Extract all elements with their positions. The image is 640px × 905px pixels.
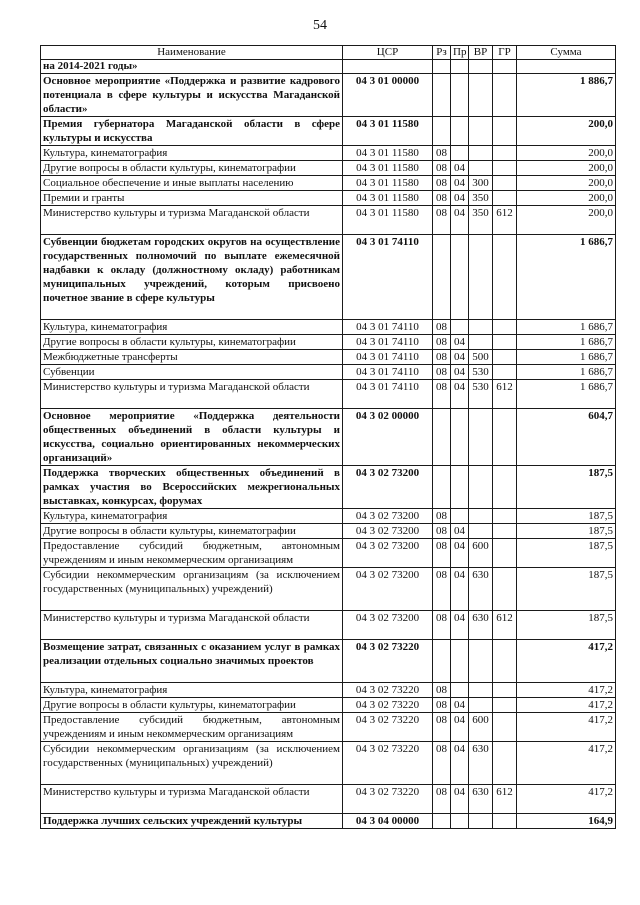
cell-sum: 1 686,7 <box>517 365 616 380</box>
cell-csr: 04 3 01 11580 <box>343 117 433 146</box>
column-header-name: Наименование <box>41 46 343 60</box>
table-row <box>41 640 616 683</box>
cell-csr: 04 3 01 74110 <box>343 350 433 365</box>
cell-csr: 04 3 01 74110 <box>343 365 433 380</box>
cell-gr: 612 <box>493 206 517 235</box>
cell-sum: 604,7 <box>517 409 616 466</box>
cell-vr: 300 <box>469 176 493 191</box>
cell-rz: 08 <box>433 539 451 568</box>
cell-csr: 04 3 02 73200 <box>343 466 433 509</box>
cell-gr <box>493 409 517 466</box>
cell-pr: 04 <box>451 568 469 611</box>
cell-csr: 04 3 02 73220 <box>343 683 433 698</box>
cell-sum: 187,5 <box>517 568 616 611</box>
cell-sum: 200,0 <box>517 117 616 146</box>
cell-sum: 200,0 <box>517 161 616 176</box>
cell-csr: 04 3 01 11580 <box>343 176 433 191</box>
table-row <box>41 683 616 698</box>
cell-name: Культура, кинематография <box>41 509 343 524</box>
cell-rz: 08 <box>433 335 451 350</box>
cell-vr <box>469 683 493 698</box>
cell-csr: 04 3 01 00000 <box>343 74 433 117</box>
cell-vr <box>469 524 493 539</box>
cell-rz <box>433 640 451 683</box>
cell-csr: 04 3 02 73220 <box>343 742 433 785</box>
cell-vr <box>469 335 493 350</box>
cell-pr <box>451 814 469 829</box>
cell-gr <box>493 235 517 320</box>
column-header-gr: ГР <box>493 46 517 60</box>
cell-pr: 04 <box>451 350 469 365</box>
cell-gr <box>493 320 517 335</box>
table-row <box>41 74 616 117</box>
table-row <box>41 235 616 320</box>
cell-vr: 600 <box>469 539 493 568</box>
cell-sum: 417,2 <box>517 713 616 742</box>
cell-name: Культура, кинематография <box>41 146 343 161</box>
cell-pr <box>451 683 469 698</box>
cell-rz <box>433 466 451 509</box>
cell-gr <box>493 365 517 380</box>
cell-pr: 04 <box>451 698 469 713</box>
cell-gr <box>493 698 517 713</box>
cell-csr: 04 3 02 73200 <box>343 611 433 640</box>
table-row <box>41 611 616 640</box>
cell-pr: 04 <box>451 206 469 235</box>
table-row <box>41 380 616 409</box>
cell-gr <box>493 713 517 742</box>
cell-rz: 08 <box>433 176 451 191</box>
cell-name: Межбюджетные трансферты <box>41 350 343 365</box>
cell-sum: 187,5 <box>517 539 616 568</box>
cell-rz <box>433 74 451 117</box>
cell-name: Министерство культуры и туризма Магаданской области <box>41 206 343 235</box>
cell-vr <box>469 117 493 146</box>
cell-rz: 08 <box>433 206 451 235</box>
page-number: 54 <box>313 18 327 33</box>
table-header <box>41 46 616 60</box>
table-row <box>41 409 616 466</box>
cell-name: Социальное обеспечение и иные выплаты населению <box>41 176 343 191</box>
cell-pr: 04 <box>451 785 469 814</box>
cell-csr: 04 3 04 00000 <box>343 814 433 829</box>
cell-rz: 08 <box>433 611 451 640</box>
cell-rz: 08 <box>433 713 451 742</box>
cell-vr: 600 <box>469 713 493 742</box>
cell-pr <box>451 409 469 466</box>
cell-name: Премии и гранты <box>41 191 343 206</box>
cell-name: Поддержка лучших сельских учреждений культуры <box>41 814 343 829</box>
table-row <box>41 206 616 235</box>
table-row <box>41 176 616 191</box>
cell-rz: 08 <box>433 350 451 365</box>
table-row <box>41 509 616 524</box>
cell-pr <box>451 117 469 146</box>
cell-sum: 200,0 <box>517 206 616 235</box>
cell-csr: 04 3 02 00000 <box>343 409 433 466</box>
cell-gr <box>493 191 517 206</box>
cell-sum: 1 886,7 <box>517 74 616 117</box>
table-row <box>41 742 616 785</box>
budget-table <box>40 45 616 829</box>
cell-rz <box>433 235 451 320</box>
cell-csr: 04 3 02 73200 <box>343 568 433 611</box>
cell-vr <box>469 235 493 320</box>
cell-pr: 04 <box>451 161 469 176</box>
cell-vr <box>469 640 493 683</box>
cell-csr: 04 3 01 11580 <box>343 206 433 235</box>
cell-rz: 08 <box>433 509 451 524</box>
cell-name: Основное мероприятие «Поддержка деятельности общественных объединений в области культуры и искусства, социально ориентированных некоммерческих организаций» <box>41 409 343 466</box>
cell-csr: 04 3 01 74110 <box>343 320 433 335</box>
cell-pr: 04 <box>451 365 469 380</box>
cell-sum: 187,5 <box>517 466 616 509</box>
cell-pr: 04 <box>451 191 469 206</box>
table-row <box>41 698 616 713</box>
cell-sum: 417,2 <box>517 640 616 683</box>
table-row <box>41 524 616 539</box>
cell-vr: 350 <box>469 191 493 206</box>
cell-rz: 08 <box>433 524 451 539</box>
cell-gr <box>493 335 517 350</box>
cell-pr <box>451 466 469 509</box>
cell-name: Другие вопросы в области культуры, кинематографии <box>41 524 343 539</box>
table-row <box>41 320 616 335</box>
cell-name: Премия губернатора Магаданской области в сфере культуры и искусства <box>41 117 343 146</box>
cell-vr <box>469 698 493 713</box>
cell-rz: 08 <box>433 683 451 698</box>
cell-vr: 500 <box>469 350 493 365</box>
cell-rz: 08 <box>433 742 451 785</box>
cell-csr: 04 3 02 73220 <box>343 713 433 742</box>
cell-vr <box>469 466 493 509</box>
cell-name: Министерство культуры и туризма Магаданской области <box>41 380 343 409</box>
cell-name: Субвенции бюджетам городских округов на осуществление государственных полномочий по выплате ежемесячной надбавки к окладу (должностному окладу) работникам муниципальных учреждений, которым присвоено почетное звание в сфере культуры <box>41 235 343 320</box>
cell-sum: 187,5 <box>517 611 616 640</box>
cell-rz <box>433 409 451 466</box>
table-row <box>41 350 616 365</box>
cell-gr <box>493 161 517 176</box>
table-row <box>41 191 616 206</box>
table-row <box>41 161 616 176</box>
cell-sum: 187,5 <box>517 524 616 539</box>
cell-gr <box>493 742 517 785</box>
cell-name: Основное мероприятие «Поддержка и развитие кадрового потенциала в сфере культуры и искусства Магаданской области» <box>41 74 343 117</box>
cell-csr: 04 3 01 74110 <box>343 235 433 320</box>
cell-sum: 1 686,7 <box>517 350 616 365</box>
cell-vr <box>469 409 493 466</box>
cell-name: Другие вопросы в области культуры, кинематографии <box>41 335 343 350</box>
cell-name: Субсидии некоммерческим организациям (за исключением государственных (муниципальных) учреждений) <box>41 568 343 611</box>
cell-csr: 04 3 01 11580 <box>343 191 433 206</box>
cell-name: Культура, кинематография <box>41 320 343 335</box>
cell-vr: 630 <box>469 611 493 640</box>
table-row <box>41 539 616 568</box>
cell-pr <box>451 640 469 683</box>
cell-csr: 04 3 02 73200 <box>343 509 433 524</box>
cell-pr: 04 <box>451 524 469 539</box>
continuation-row <box>41 60 616 74</box>
cell-csr: 04 3 02 73220 <box>343 698 433 713</box>
cell-sum: 200,0 <box>517 191 616 206</box>
cell-sum: 417,2 <box>517 785 616 814</box>
cell-vr <box>469 161 493 176</box>
cell-gr <box>493 509 517 524</box>
cell-rz: 08 <box>433 568 451 611</box>
cell-rz: 08 <box>433 698 451 713</box>
cell-rz: 08 <box>433 785 451 814</box>
cell-name: Поддержка творческих общественных объединений в рамках участия во Всероссийских межрегиональных выставках, конкурсах, форумах <box>41 466 343 509</box>
table-row <box>41 335 616 350</box>
continuation-title: на 2014-2021 годы» <box>41 60 343 74</box>
cell-gr: 612 <box>493 785 517 814</box>
cell-gr <box>493 176 517 191</box>
cell-gr <box>493 683 517 698</box>
table-row <box>41 713 616 742</box>
column-header-sum: Сумма <box>517 46 616 60</box>
cell-csr: 04 3 02 73220 <box>343 640 433 683</box>
cell-pr <box>451 74 469 117</box>
cell-rz: 08 <box>433 161 451 176</box>
cell-vr <box>469 320 493 335</box>
cell-gr <box>493 146 517 161</box>
table-row <box>41 568 616 611</box>
cell-vr: 630 <box>469 785 493 814</box>
cell-pr <box>451 146 469 161</box>
cell-sum: 164,9 <box>517 814 616 829</box>
cell-rz <box>433 814 451 829</box>
cell-gr <box>493 74 517 117</box>
cell-rz: 08 <box>433 320 451 335</box>
cell-name: Культура, кинематография <box>41 683 343 698</box>
table-row <box>41 785 616 814</box>
cell-csr: 04 3 02 73200 <box>343 539 433 568</box>
table-row <box>41 814 616 829</box>
cell-gr: 612 <box>493 380 517 409</box>
cell-pr: 04 <box>451 611 469 640</box>
cell-csr: 04 3 01 74110 <box>343 380 433 409</box>
cell-gr <box>493 640 517 683</box>
cell-gr <box>493 117 517 146</box>
cell-pr: 04 <box>451 713 469 742</box>
cell-sum: 1 686,7 <box>517 320 616 335</box>
cell-rz: 08 <box>433 191 451 206</box>
cell-sum: 1 686,7 <box>517 380 616 409</box>
cell-csr: 04 3 01 11580 <box>343 146 433 161</box>
cell-vr: 350 <box>469 206 493 235</box>
cell-gr <box>493 814 517 829</box>
table-row <box>41 466 616 509</box>
cell-name: Предоставление субсидий бюджетным, автономным учреждениям и иным некоммерческим организациям <box>41 539 343 568</box>
cell-gr <box>493 539 517 568</box>
cell-csr: 04 3 02 73220 <box>343 785 433 814</box>
cell-pr <box>451 235 469 320</box>
cell-sum: 417,2 <box>517 683 616 698</box>
cell-vr <box>469 146 493 161</box>
cell-sum: 187,5 <box>517 509 616 524</box>
cell-name: Субсидии некоммерческим организациям (за исключением государственных (муниципальных) учреждений) <box>41 742 343 785</box>
cell-csr: 04 3 01 11580 <box>343 161 433 176</box>
cell-pr: 04 <box>451 742 469 785</box>
column-header-vr: ВР <box>469 46 493 60</box>
cell-pr <box>451 320 469 335</box>
cell-gr <box>493 524 517 539</box>
column-header-pr: Пр <box>451 46 469 60</box>
cell-vr <box>469 509 493 524</box>
table-row <box>41 117 616 146</box>
cell-sum: 200,0 <box>517 176 616 191</box>
cell-sum: 1 686,7 <box>517 235 616 320</box>
cell-pr <box>451 509 469 524</box>
cell-name: Министерство культуры и туризма Магаданской области <box>41 611 343 640</box>
column-header-rz: Рз <box>433 46 451 60</box>
cell-name: Другие вопросы в области культуры, кинематографии <box>41 161 343 176</box>
cell-sum: 200,0 <box>517 146 616 161</box>
table-row <box>41 365 616 380</box>
cell-vr: 530 <box>469 380 493 409</box>
cell-vr: 630 <box>469 742 493 785</box>
cell-gr: 612 <box>493 611 517 640</box>
cell-sum: 1 686,7 <box>517 335 616 350</box>
cell-sum: 417,2 <box>517 698 616 713</box>
cell-vr: 530 <box>469 365 493 380</box>
cell-vr: 630 <box>469 568 493 611</box>
cell-name: Министерство культуры и туризма Магаданской области <box>41 785 343 814</box>
cell-vr <box>469 814 493 829</box>
cell-csr: 04 3 01 74110 <box>343 335 433 350</box>
cell-gr <box>493 466 517 509</box>
table-row <box>41 146 616 161</box>
cell-name: Предоставление субсидий бюджетным, автономным учреждениям и иным некоммерческим организациям <box>41 713 343 742</box>
cell-csr: 04 3 02 73200 <box>343 524 433 539</box>
cell-name: Возмещение затрат, связанных с оказанием услуг в рамках реализации отдельных социально значимых проектов <box>41 640 343 683</box>
column-header-csr: ЦСР <box>343 46 433 60</box>
cell-pr: 04 <box>451 176 469 191</box>
cell-vr <box>469 74 493 117</box>
cell-gr <box>493 350 517 365</box>
cell-rz: 08 <box>433 146 451 161</box>
table-body <box>41 60 616 829</box>
cell-pr: 04 <box>451 539 469 568</box>
cell-name: Другие вопросы в области культуры, кинематографии <box>41 698 343 713</box>
cell-gr <box>493 568 517 611</box>
cell-pr: 04 <box>451 380 469 409</box>
cell-sum: 417,2 <box>517 742 616 785</box>
cell-rz: 08 <box>433 380 451 409</box>
cell-rz: 08 <box>433 365 451 380</box>
cell-name: Субвенции <box>41 365 343 380</box>
cell-rz <box>433 117 451 146</box>
cell-pr: 04 <box>451 335 469 350</box>
